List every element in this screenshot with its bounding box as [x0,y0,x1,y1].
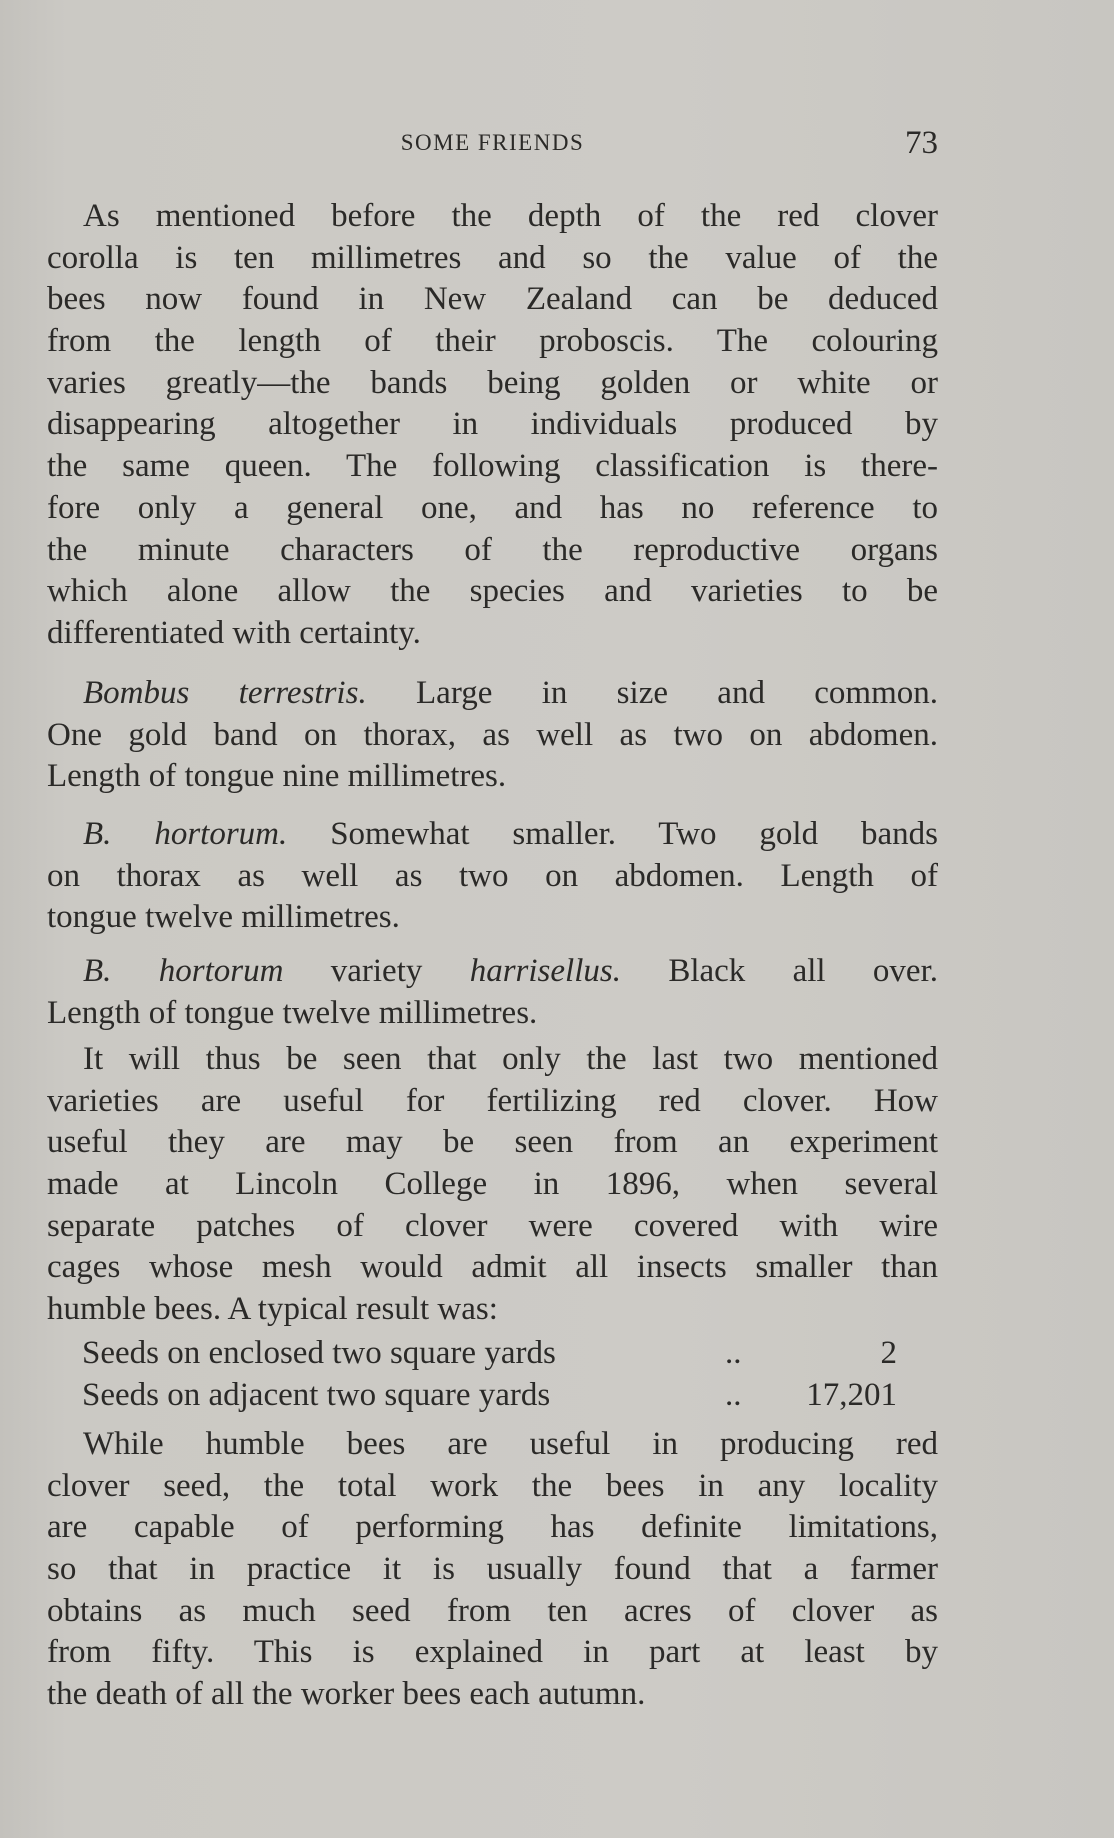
text: the same queen. The following classification is there- [47,448,938,485]
text: are capable of performing has definite limitations, [47,1509,938,1546]
table-row [82,1375,897,1417]
text: cages whose mesh would admit all insects smaller than [47,1249,938,1286]
italic-text: B. hortorum [83,953,284,989]
text: from the length of their proboscis. The colouring [47,323,938,360]
text: on thorax as well as two on abdomen. Length of [47,857,938,894]
text-line [47,1247,938,1289]
row-value: 2 [880,1335,897,1371]
text-line [47,404,938,446]
text-line [47,488,938,530]
text: useful they are may be seen from an experiment [47,1124,938,1161]
text: bees now found in New Zealand can be deduced [47,281,938,318]
text-line [47,613,938,655]
running-head [47,122,938,164]
text: While humble bees are useful in producing red [83,1426,938,1462]
text-line [47,571,938,613]
paragraph [47,196,938,655]
text-line [47,1549,938,1591]
text-line [47,363,938,405]
text: varieties are useful for fertilizing red clover. How [47,1082,938,1119]
text: variety [283,953,470,989]
text: fore only a general one, and has no reference to [47,489,938,526]
paragraph [47,1039,938,1331]
paragraph [47,1424,938,1716]
text-line [47,238,938,280]
text: It will thus be seen that only the last two mentioned [83,1041,938,1077]
text-line [47,715,938,757]
text: made at Lincoln College in 1896, when several [47,1166,938,1203]
text: from fifty. This is explained in part at least by [47,1634,938,1671]
text-line [47,1424,938,1466]
text-line [47,951,938,993]
row-leader: .. [725,1335,742,1371]
text: Large in size and common. [366,675,939,711]
text-line [47,673,938,715]
text: Black all over. [620,953,938,989]
text-line [47,1591,938,1633]
running-title: SOME FRIENDS [400,130,585,155]
text: obtains as much seed from ten acres of clover as [47,1592,938,1629]
text: separate patches of clover were covered with wire [47,1207,938,1244]
text-line [47,530,938,572]
text-line [47,1081,938,1123]
text-line [47,196,938,238]
text: the minute characters of the reproductive organs [47,531,938,568]
text-line [47,1289,938,1331]
text: so that in practice it is usually found that a farmer [47,1551,938,1588]
text: corolla is ten millimetres and so the value of the [47,239,938,276]
text: Length of tongue nine millimetres. [47,758,507,795]
text-line [47,993,938,1035]
text-line [47,446,938,488]
page-number: 73 [905,125,938,161]
text-line [47,814,938,856]
table-row [82,1333,897,1375]
text: One gold band on thorax, as well as two on abdomen. [47,716,938,753]
results-table [82,1333,897,1416]
row-label: Seeds on adjacent two square yards [82,1376,551,1413]
text: the death of all the worker bees each autumn. [47,1676,646,1713]
text: Length of tongue twelve millimetres. [47,994,538,1031]
text-line [47,1466,938,1508]
italic-text: Bombus terrestris. [83,675,367,711]
text: varies greatly—the bands being golden or white or [47,364,938,401]
text-line [47,279,938,321]
text-line [47,1674,938,1716]
italic-text: B. hortorum. [83,816,288,852]
text: which alone allow the species and varieties to be [47,573,938,610]
text-line [47,897,938,939]
text-line [47,756,938,798]
text-line [47,1507,938,1549]
text: Somewhat smaller. Two gold bands [287,816,938,852]
text-line [47,856,938,898]
text-line [47,1632,938,1674]
paragraph [47,951,938,1034]
text-line [47,1122,938,1164]
text: differentiated with certainty. [47,614,421,651]
text-line [47,1039,938,1081]
italic-text: harrisellus. [469,953,621,989]
row-value: 17,201 [806,1376,897,1413]
row-label: Seeds on enclosed two square yards [82,1335,556,1371]
text: As mentioned before the depth of the red clover [83,198,938,234]
text: tongue twelve millimetres. [47,899,400,936]
text-line [47,321,938,363]
paragraph [47,814,938,939]
text-line [47,1164,938,1206]
text: disappearing altogether in individuals produced by [47,406,938,443]
paragraph [47,673,938,798]
text-line [47,1206,938,1248]
text: humble bees. A typical result was: [47,1291,498,1328]
text: clover seed, the total work the bees in any locality [47,1467,938,1504]
row-leader: .. [725,1376,742,1413]
